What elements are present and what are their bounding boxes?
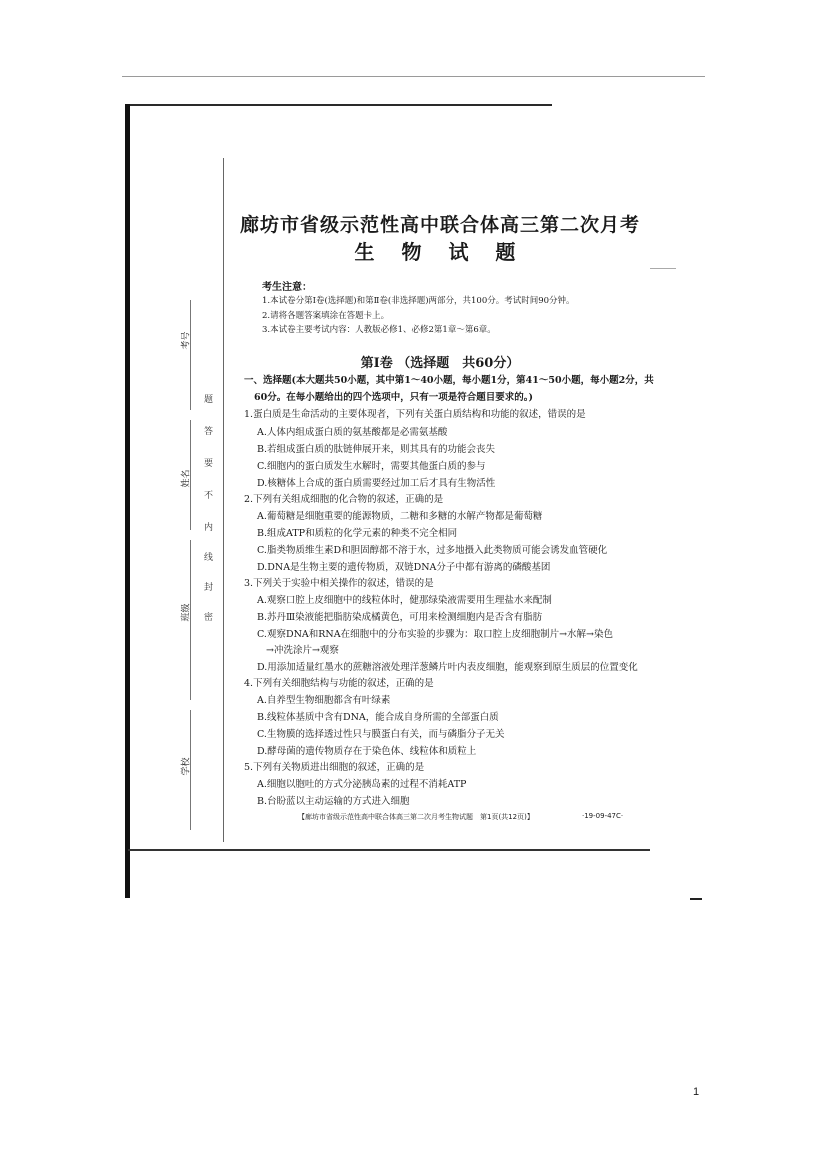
question-option: C.观察DNA和RNA在细胞中的分布实验的步骤为：取口腔上皮细胞制片→水解→染色	[257, 629, 613, 640]
page-footer: 【廊坊市省级示范性高中联合体高三第二次月考生物试题 第1页(共12页)】	[298, 813, 534, 821]
seal-char: 题	[204, 395, 214, 405]
notice-item: 1.本试卷分第Ⅰ卷(选择题)和第Ⅱ卷(非选择题)两部分，共100分。考试时间90分钟。	[262, 296, 575, 306]
question-option: B.线粒体基质中含有DNA，能合成自身所需的全部蛋白质	[257, 712, 499, 723]
label-exam-id: 考号	[181, 331, 192, 350]
section-instruction: 60分。在每小题给出的四个选项中，只有一项是符合题目要求的。)	[254, 392, 533, 403]
scan-border-bottom	[128, 849, 650, 851]
question-option: C.生物膜的选择透过性只与膜蛋白有关，而与磷脂分子无关	[257, 729, 505, 740]
question-option: B.苏丹Ⅲ染液能把脂肪染成橘黄色，可用来检测细胞内是否含有脂肪	[257, 612, 543, 623]
scan-dash	[650, 268, 676, 269]
question-option: A.葡萄糖是细胞重要的能源物质，二糖和多糖的水解产物都是葡萄糖	[257, 511, 543, 522]
question-option: A.观察口腔上皮细胞中的线粒体时，健那绿染液需要用生理盐水来配制	[257, 595, 552, 606]
section-heading: 第Ⅰ卷 （选择题 共60分）	[360, 356, 520, 371]
section-instruction: 一、选择题(本大题共50小题，其中第1～40小题，每小题1分，第41～50小题，每小题2分，共	[244, 375, 654, 386]
question-stem: 3.下列关于实验中相关操作的叙述，错误的是	[244, 578, 434, 589]
question-stem: 2.下列有关组成细胞的化合物的叙述，正确的是	[244, 494, 444, 505]
question-option: B.组成ATP和质粒的化学元素的种类不完全相同	[257, 528, 458, 539]
question-stem: 1.蛋白质是生命活动的主要体现者，下列有关蛋白质结构和功能的叙述，错误的是	[244, 409, 586, 420]
question-option: →冲洗涂片→观察	[266, 645, 339, 656]
seal-char: 不	[204, 491, 214, 501]
notice-item: 3.本试卷主要考试内容：人教版必修1、必修2第1章～第6章。	[262, 325, 496, 335]
notice-heading: 考生注意：	[262, 282, 312, 293]
seal-char: 线	[204, 553, 214, 563]
scan-border-top	[126, 104, 552, 106]
question-option: B.若组成蛋白质的肽链伸展开来，则其具有的功能会丧失	[257, 444, 496, 455]
question-option: D.DNA是生物主要的遗传物质，双链DNA分子中都有游离的磷酸基团	[257, 562, 551, 573]
top-rule	[122, 76, 705, 77]
blank-line-id	[190, 300, 191, 410]
question-option: D.酵母菌的遗传物质存在于染色体、线粒体和质粒上	[257, 746, 477, 757]
question-option: C.细胞内的蛋白质发生水解时，需要其他蛋白质的参与	[257, 461, 486, 472]
question-option: C.脂类物质维生素D和胆固醇都不溶于水，过多地摄入此类物质可能会诱发血管硬化	[257, 545, 608, 556]
label-name: 姓名	[181, 469, 192, 488]
scan-border-left	[125, 104, 130, 898]
seal-char: 答	[204, 427, 214, 437]
question-stem: 5.下列有关物质进出细胞的叙述，正确的是	[244, 762, 425, 773]
paper-code: ·19-09-47C·	[582, 812, 624, 820]
question-option: D.核糖体上合成的蛋白质需要经过加工后才具有生物活性	[257, 478, 496, 489]
seal-char: 封	[204, 583, 214, 593]
scan-border-fragment	[690, 898, 702, 900]
notice-item: 2.请将各题答案填涂在答题卡上。	[262, 311, 390, 321]
seal-line	[223, 158, 224, 842]
seal-char: 要	[204, 459, 214, 469]
page-number: 1	[693, 1086, 700, 1098]
seal-char: 密	[204, 613, 214, 623]
exam-title: 廊坊市省级示范性高中联合体高三第二次月考	[239, 214, 640, 236]
question-option: B.台盼蓝以主动运输的方式进入细胞	[257, 796, 410, 807]
label-class: 班级	[181, 603, 192, 622]
question-option: A.自养型生物细胞都含有叶绿素	[257, 695, 391, 706]
question-stem: 4.下列有关细胞结构与功能的叙述，正确的是	[244, 678, 434, 689]
question-option: D.用添加适量红墨水的蔗糖溶液处理洋葱鳞片叶内表皮细胞，能观察到原生质层的位置变化	[257, 662, 638, 673]
question-option: A.细胞以胞吐的方式分泌胰岛素的过程不消耗ATP	[257, 779, 467, 790]
seal-char: 内	[204, 523, 214, 533]
subject-title: 生 物 试 题	[354, 240, 526, 264]
label-school: 学校	[181, 757, 192, 776]
question-option: A.人体内组成蛋白质的氨基酸都是必需氨基酸	[257, 427, 448, 438]
